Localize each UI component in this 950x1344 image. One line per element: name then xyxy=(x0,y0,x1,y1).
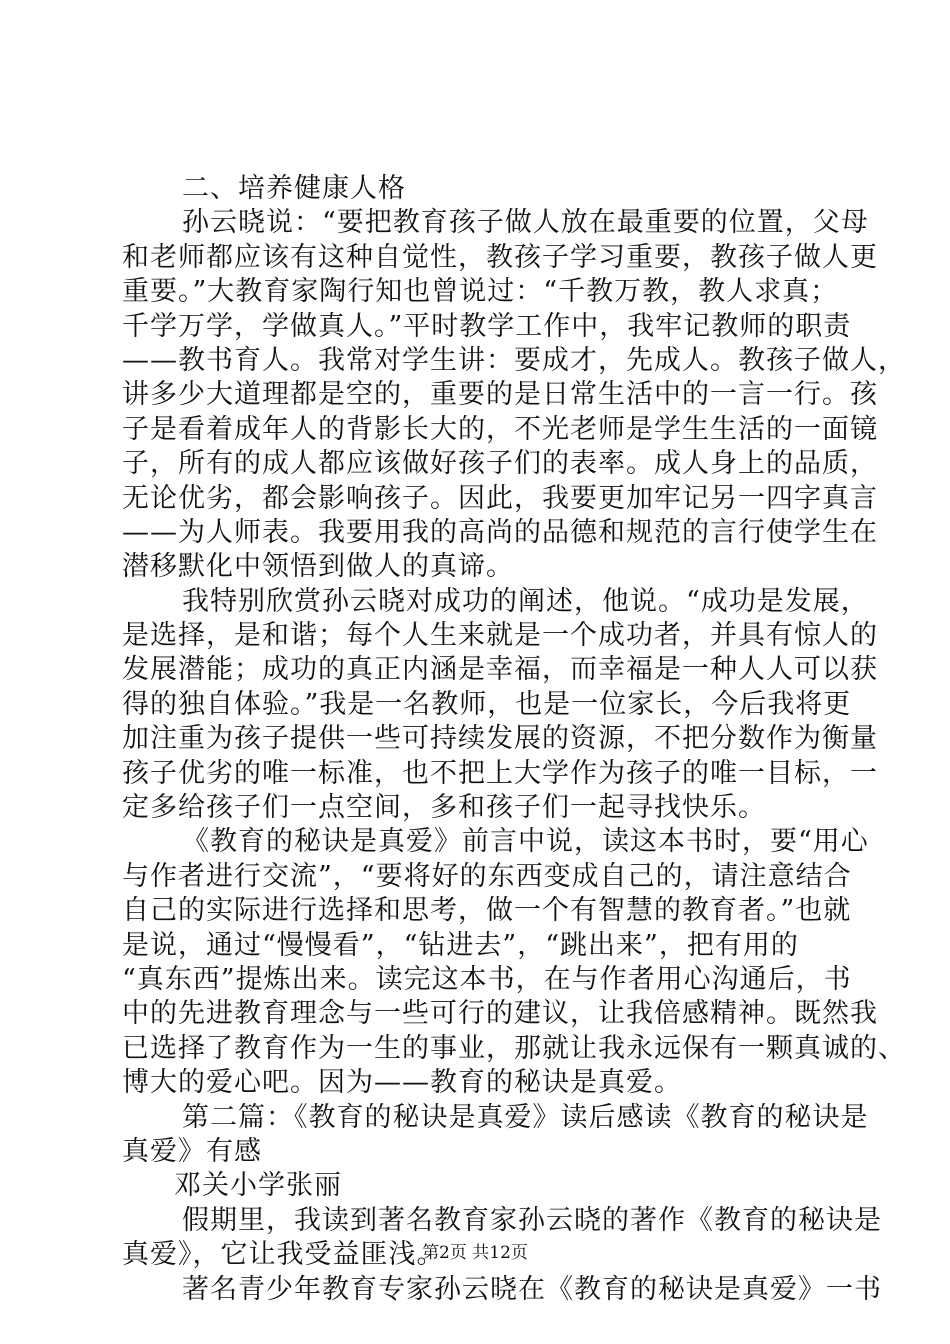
author-line: 邓关小学张丽 xyxy=(174,1170,342,1202)
paragraph-line: 真爱》，它让我受益匪浅。 xyxy=(122,1239,445,1271)
paragraph-line: 自己的实际进行选择和思考，做一个有智慧的教育者。”也就 xyxy=(122,895,852,927)
paragraph-line: 与作者进行交流”，“要将好的东西变成自己的，请注意结合 xyxy=(122,860,852,892)
paragraph-line: 潜移默化中领悟到做人的真谛。 xyxy=(122,551,514,583)
paragraph-line: 发展潜能；成功的真正内涵是幸福，而幸福是一种人人可以获 xyxy=(122,654,878,686)
paragraph-line: 讲多少大道理都是空的，重要的是日常生活中的一言一行。孩 xyxy=(122,379,878,411)
paragraph-line: 中的先进教育理念与一些可行的建议，让我倍感精神。既然我 xyxy=(122,998,878,1030)
document-body xyxy=(122,172,906,1307)
paragraph-line: 我特别欣赏孙云晓对成功的阐述，他说。“成功是发展， xyxy=(182,585,869,617)
paragraph-line: 定多给孩子们一点空间，多和孩子们一起寻找快乐。 xyxy=(122,792,766,824)
paragraph-line: 无论优劣，都会影响孩子。因此，我要更加牢记另一四字真言 xyxy=(122,482,878,514)
paragraph-line: 得的独自体验。”我是一名教师，也是一位家长，今后我将更 xyxy=(122,688,852,720)
paragraph-line: 子是看着成年人的背影长大的，不光老师是学生生活的一面镜 xyxy=(122,413,878,445)
paragraph-line: ——为人师表。我要用我的高尚的品德和规范的言行使学生在 xyxy=(122,516,878,548)
paragraph-line: 已选择了教育作为一生的事业，那就让我永远保有一颗真诚的、 xyxy=(122,1032,906,1064)
paragraph-line: ——教书育人。我常对学生讲：要成才，先成人。教孩子做人， xyxy=(122,344,906,376)
paragraph-line: 子，所有的成人都应该做好孩子们的表率。成人身上的品质， xyxy=(122,448,878,480)
paragraph-line: 和老师都应该有这种自觉性，教孩子学习重要，教孩子做人更 xyxy=(122,241,878,273)
paragraph-line: 孙云晓说：“要把教育孩子做人放在最重要的位置，父母 xyxy=(182,207,869,239)
paragraph-line: “真东西”提炼出来。读完这本书，在与作者用心沟通后，书 xyxy=(122,963,852,995)
paragraph-line: 重要。”大教育家陶行知也曾说过：“千教万教，教人求真； xyxy=(122,276,839,308)
section-heading: 二、培养健康人格 xyxy=(182,173,406,204)
paragraph-line: 著名青少年教育专家孙云晓在《教育的秘诀是真爱》一书 xyxy=(182,1273,882,1305)
paragraph-line: 是选择，是和谐；每个人生来就是一个成功者，并具有惊人的 xyxy=(122,620,878,652)
paragraph-line: 加注重为孩子提供一些可持续发展的资源，不把分数作为衡量 xyxy=(122,723,878,755)
paragraph-line: 假期里，我读到著名教育家孙云晓的著作《教育的秘诀是 xyxy=(182,1204,882,1236)
page-number-footer: 第2页 共12页 xyxy=(422,1243,528,1263)
paragraph-line: 博大的爱心吧。因为——教育的秘诀是真爱。 xyxy=(122,1067,682,1099)
chapter-title: 真爱》有感 xyxy=(122,1135,262,1167)
paragraph-line: 是说，通过“慢慢看”，“钻进去”，“跳出来”，把有用的 xyxy=(122,929,799,961)
paragraph-line: 千学万学，学做真人。”平时教学工作中，我牢记教师的职责 xyxy=(122,310,852,342)
chapter-title: 第二篇：《教育的秘诀是真爱》读后感读《教育的秘诀是 xyxy=(182,1101,869,1133)
paragraph-line: 孩子优劣的唯一标准，也不把上大学作为孩子的唯一目标，一 xyxy=(122,757,878,789)
paragraph-line: 《教育的秘诀是真爱》前言中说，读这本书时，要“用心 xyxy=(182,826,869,858)
